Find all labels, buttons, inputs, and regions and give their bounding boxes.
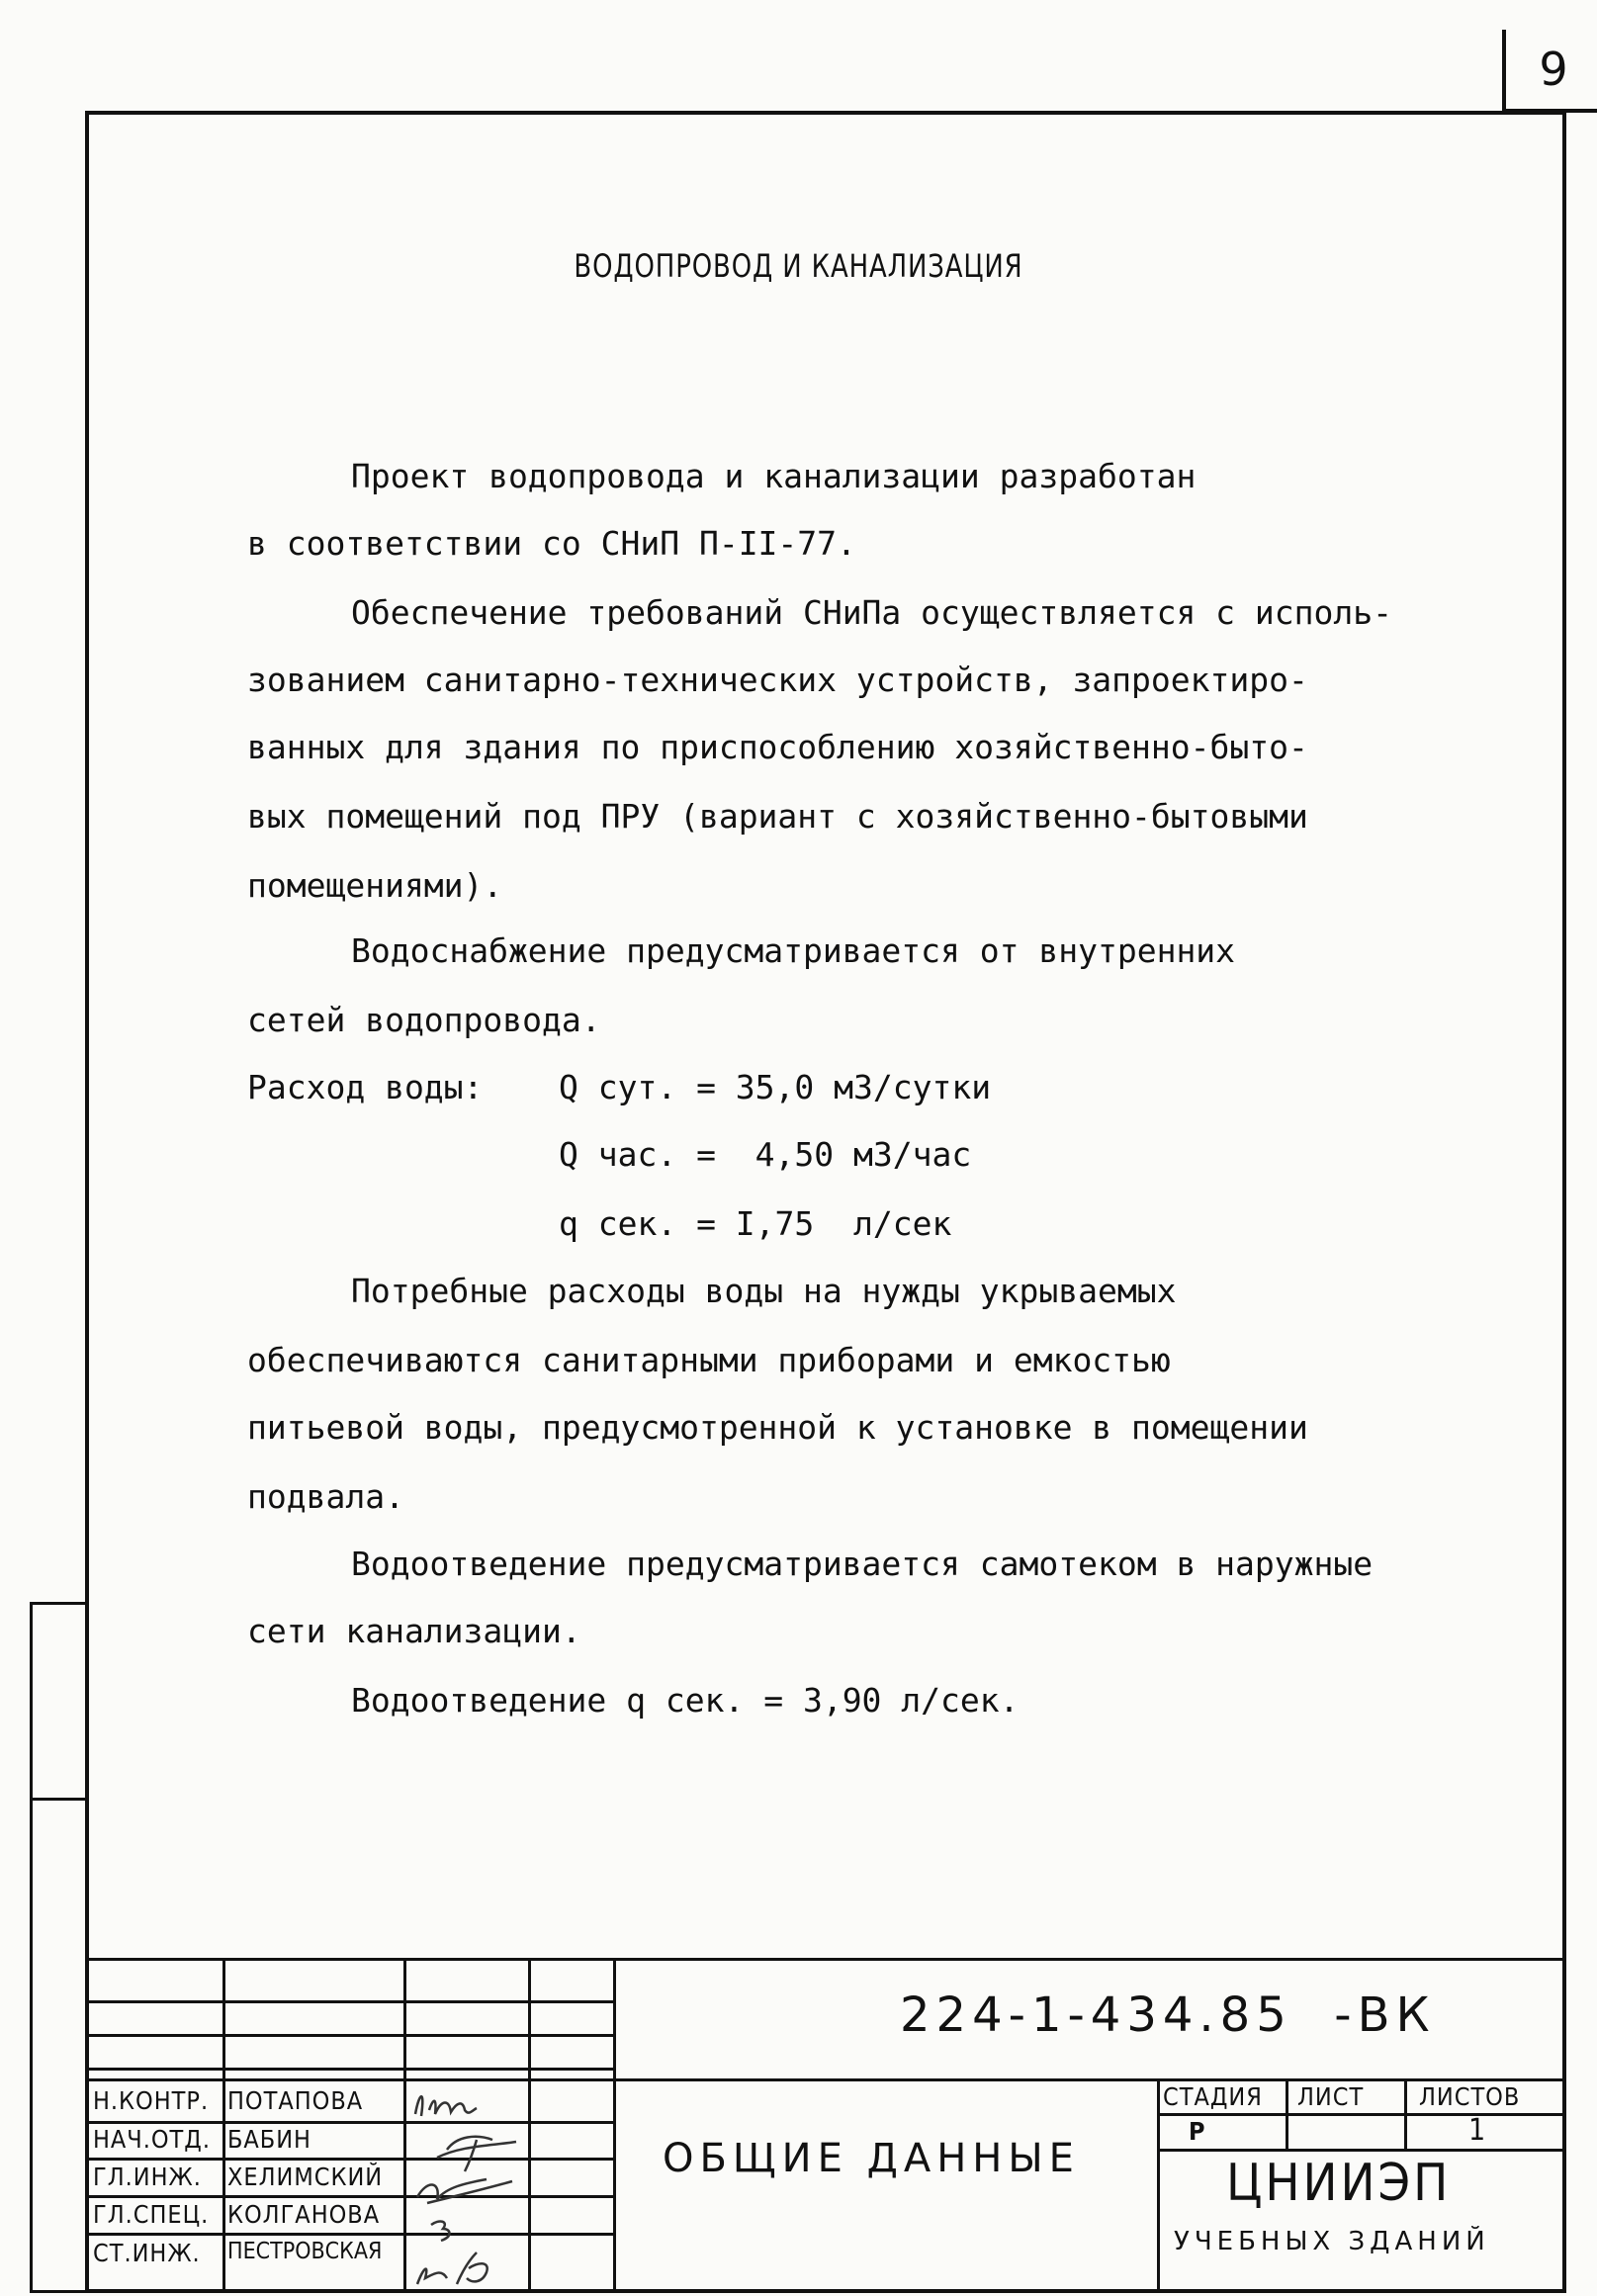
grid-line <box>89 2000 613 2003</box>
stage-value: Р <box>1189 2117 1206 2146</box>
staff-name: БАБИН <box>227 2125 311 2154</box>
grid-line <box>89 2078 1566 2081</box>
grid-line <box>89 2195 613 2198</box>
grid-line <box>89 2233 613 2236</box>
text-line: Водоотведение q сек. = 3,90 л/сек. <box>351 1681 1020 1720</box>
grid-line <box>403 1958 406 2291</box>
sheet-title: ОБЩИЕ ДАННЫЕ <box>663 2136 1080 2181</box>
text-line: зованием санитарно-технических устройств, запроектиро- <box>247 661 1308 699</box>
grid-line <box>1157 2113 1566 2116</box>
text-line: обеспечиваются санитарными приборами и емкостью <box>247 1341 1171 1379</box>
grid-line <box>89 2068 613 2071</box>
grid-line <box>89 2158 613 2161</box>
flow-label: Расход воды: <box>247 1068 484 1106</box>
flow-second: q сек. = I,75 л/сек <box>559 1204 952 1243</box>
flow-hourly: Q час. = 4,50 м3/час <box>559 1135 972 1174</box>
staff-role: СТ.ИНЖ. <box>93 2239 201 2267</box>
grid-line <box>222 1958 225 2291</box>
organization-subtitle: УЧЕБНЫХ ЗДАНИЙ <box>1174 2227 1490 2256</box>
grid-line <box>1157 2149 1566 2152</box>
text-line: Водоотведение предусматривается самотеком в наружные <box>351 1545 1374 1583</box>
binding-strip <box>30 1602 85 2293</box>
organization-name: ЦНИИЭП <box>1226 2154 1452 2213</box>
text-line: Водоснабжение предусматривается от внутренних <box>351 931 1236 970</box>
grid-line <box>89 2121 613 2124</box>
staff-role: НАЧ.ОТД. <box>93 2125 212 2154</box>
text-line: Обеспечение требований СНиПа осуществляется с исполь- <box>351 593 1392 632</box>
text-line: Проект водопровода и канализации разработан <box>351 457 1197 495</box>
text-line: питьевой воды, предусмотренной к установке в помещении <box>247 1408 1308 1447</box>
page-title: ВОДОПРОВОД И КАНАЛИЗАЦИЯ <box>574 247 1023 285</box>
sheets-value: 1 <box>1468 2113 1487 2148</box>
text-line: подвала. <box>247 1477 404 1516</box>
sheet-header: ЛИСТ <box>1297 2082 1365 2111</box>
staff-name: КОЛГАНОВА <box>227 2200 381 2229</box>
sheet-number-box <box>1502 30 1597 113</box>
text-line: сети канализации. <box>247 1612 581 1650</box>
staff-role: Н.КОНТР. <box>93 2086 210 2115</box>
text-line: помещениями). <box>247 866 503 905</box>
grid-line <box>528 1958 531 2291</box>
text-line: ванных для здания по приспособлению хозяйственно-быто- <box>247 728 1308 766</box>
flow-daily: Q сут. = 35,0 м3/сутки <box>559 1068 992 1106</box>
grid-line <box>1286 2078 1288 2149</box>
staff-name: ХЕЛИМСКИЙ <box>227 2163 384 2191</box>
text-line: вых помещений под ПРУ (вариант с хозяйственно-бытовыми <box>247 797 1308 836</box>
stage-header: СТАДИЯ <box>1163 2082 1263 2111</box>
grid-line <box>1157 2078 1160 2291</box>
grid-line <box>89 2034 613 2037</box>
text-line: Потребные расходы воды на нужды укрываемых <box>351 1272 1177 1310</box>
grid-line <box>613 1958 616 2291</box>
staff-role: ГЛ.СПЕЦ. <box>93 2200 210 2229</box>
staff-role: ГЛ.ИНЖ. <box>93 2163 202 2191</box>
text-line: в соответствии со СНиП П-II-77. <box>247 524 856 563</box>
sheets-header: ЛИСТОВ <box>1419 2082 1521 2111</box>
staff-name: ПЕСТРОВСКАЯ <box>227 2239 383 2264</box>
binding-strip-divider <box>33 1798 85 1801</box>
title-block-top-line <box>89 1958 1566 1961</box>
signatures-image <box>407 2080 526 2290</box>
text-line: сетей водопровода. <box>247 1001 601 1039</box>
staff-name: ПОТАПОВА <box>227 2086 364 2115</box>
document-code: 224-1-434.85 -ВК <box>900 1987 1436 2043</box>
title-block <box>89 1958 1566 2291</box>
sheet-number: 9 <box>1539 43 1568 96</box>
grid-line <box>1404 2078 1407 2149</box>
